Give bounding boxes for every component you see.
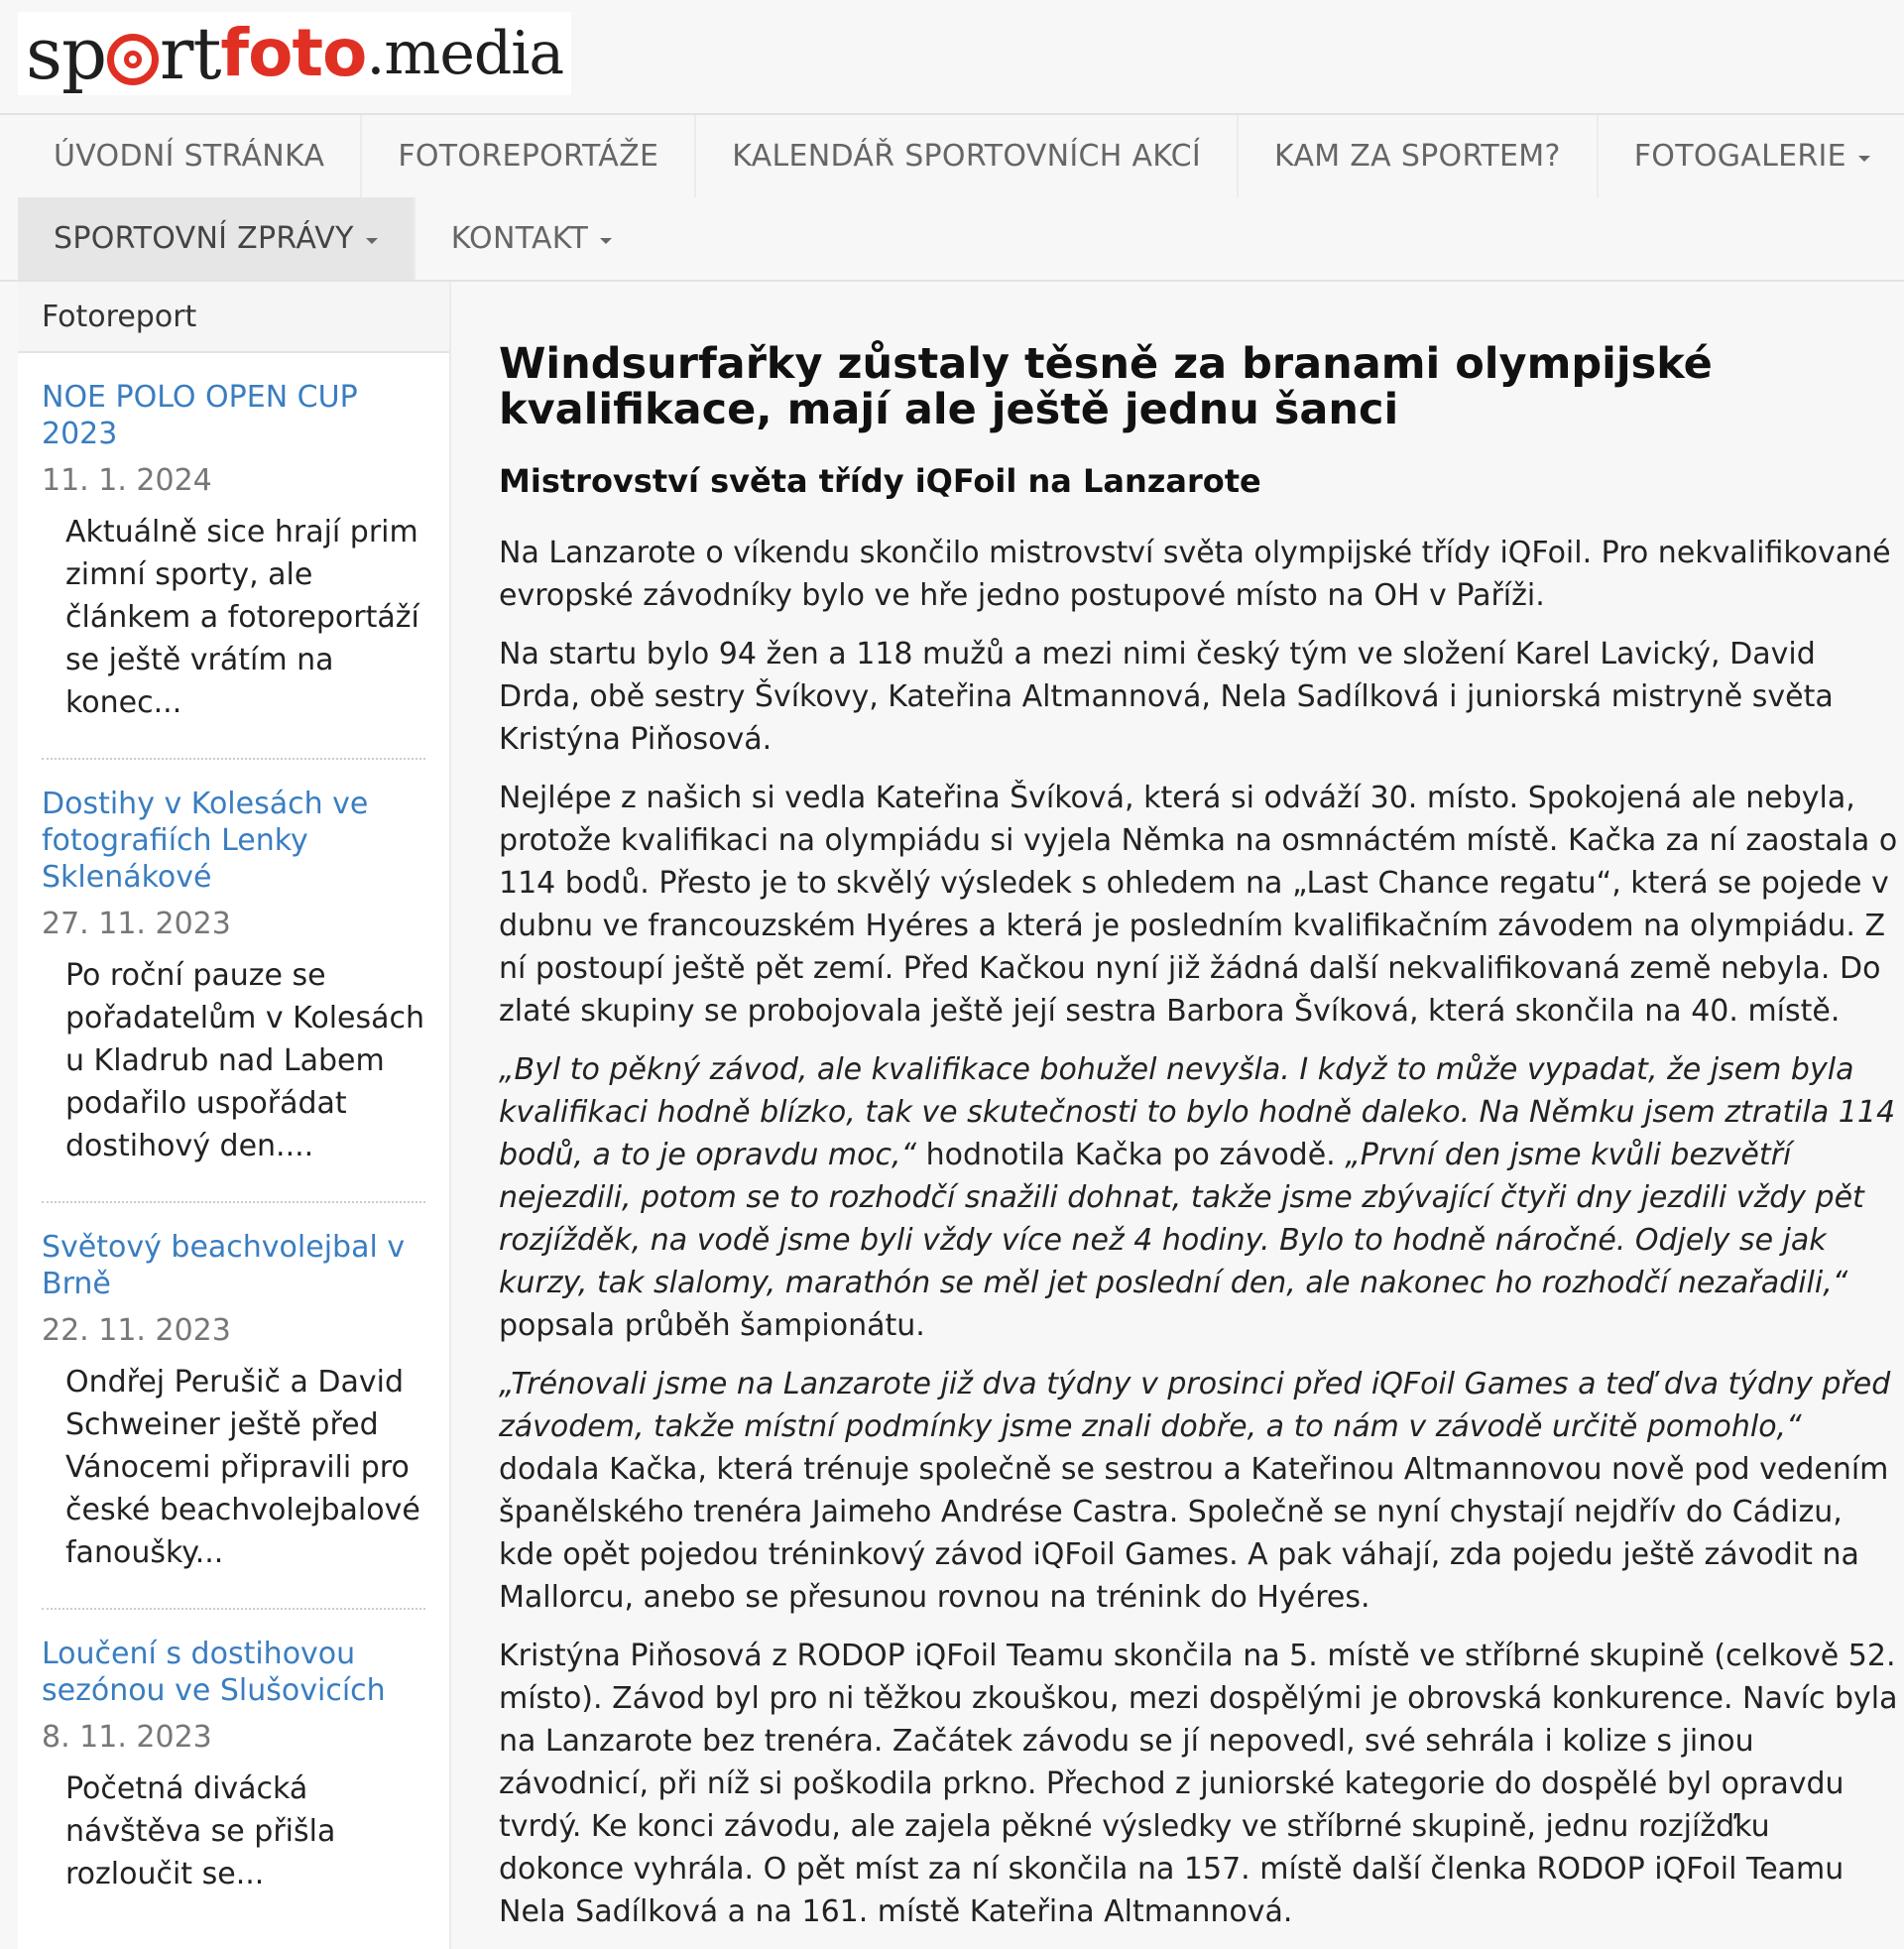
nav-item-sport-news[interactable] <box>18 197 416 280</box>
sidebar-entry-date: 27. 11. 2023 <box>42 907 231 941</box>
article-paragraph: Kristýna Piňosová z RODOP iQFoil Teamu skončila na 5. místě ve stříbrné skupině (celkově 52. místo). Závod byl pro ni těžkou zkouškou, mezi dospělými je obrovská konkurence. Navíc byla na Lanzarote bez trenéra. Začátek závodu se jí nepovedl, své sehrála i kolize s jinou závodnicí, při níž si poškodila prkno. Přechod z juniorské kategorie do dospělé byl opravdu tvrdý. Ke konci závodu, ale zajela pěkné výsledky ve stříbrné skupině, jednu rozjížďku dokonce vyhrála. O pět míst za ní skončila na 157. místě další členka RODOP iQFoil Teamu Nela Sadílková a na 161. místě Kateřina Altmannová. <box>499 1639 1898 1929</box>
nav-item-where-to-sport[interactable] <box>1239 115 1599 197</box>
logo-text-sp: sp <box>26 12 107 95</box>
quote-text: „První den jsme kvůli bezvětří nejezdili, potom se to rozhodčí snažili dohnat, takže jsme zbývající čtyři dny jezdili vždy pět rozjížděk, na vodě jsme byli vždy více než 4 hodiny. Bylo to hodně náročné. Odjely se jak kurzy, tak slalomy, marathón se měl jet poslední den, ale nakonec ho rozhodčí nezařadili,“ <box>499 1138 1864 1300</box>
quote-text: „Trénovali jsme na Lanzarote již dva týdny v prosinci před iQFoil Games a teď dva týdny před závodem, takže místní podmínky jsme znali dobře, a to nám v závodě určitě pomohlo,“ <box>499 1367 1891 1444</box>
main-navigation <box>0 113 1904 282</box>
site-logo[interactable] <box>18 12 571 95</box>
logo-text-rt: rt <box>160 12 221 95</box>
sidebar-entry-title-link[interactable]: Světový beachvolejbal v Brně <box>42 1230 406 1301</box>
article-paragraph: Na Lanzarote o víkendu skončilo mistrovství světa olympijské třídy iQFoil. Pro nekvalifikované evropské závodníky bylo ve hře jedno postupové místo na OH v Paříži. <box>499 536 1891 613</box>
sidebar <box>18 282 451 1949</box>
nav-label: KONTAKT <box>450 221 589 256</box>
sidebar-heading: Fotoreport <box>18 282 449 353</box>
article-subtitle: Mistrovství světa třídy iQFoil na Lanzarote <box>499 462 1261 500</box>
sidebar-entry <box>18 353 449 760</box>
nav-label: SPORTOVNÍ ZPRÁVY <box>54 221 354 256</box>
nav-row-2 <box>18 197 1904 280</box>
nav-item-photoreports[interactable] <box>362 115 696 197</box>
article-paragraph-quote <box>499 1048 1904 1347</box>
sidebar-entry <box>18 760 449 1203</box>
logo-text-media: .media <box>366 19 564 88</box>
paragraph-text: popsala průběh šampionátu. <box>499 1308 925 1343</box>
nav-item-photogallery[interactable] <box>1599 115 1904 197</box>
nav-label: ÚVODNÍ STRÁNKA <box>54 139 325 174</box>
caret-down-icon <box>600 238 612 244</box>
nav-label: FOTOREPORTÁŽE <box>398 139 659 174</box>
article-paragraph: Nejlépe z našich si vedla Kateřina Švíková, která si odváží 30. místo. Spokojená ale nebyla, protože kvalifikaci na olympiádu si vyjela Němka na osmnáctém místě. Kačka za ní zaostala o 114 bodů. Přesto je to skvělý výsledek s ohledem na „Last Chance regatu“, která se pojede v dubnu ve francouzském Hyéres a která je posledním kvalifikačním závodem na olympiádu. Z ní postoupí ještě pět zemí. Před Kačkou nyní již žádná další nekvalifikovaná země nebyla. Do zlaté skupiny se probojovala ještě její sestra Barbora Švíková, která skončila na 40. místě. <box>499 781 1898 1029</box>
article <box>451 282 1904 1949</box>
sidebar-entry-date: 11. 1. 2024 <box>42 463 212 498</box>
nav-item-home[interactable] <box>18 115 362 197</box>
camera-lens-icon <box>107 34 159 85</box>
sidebar-entry <box>18 1610 449 1895</box>
paragraph-text: hodnotila Kačka po závodě. <box>916 1138 1346 1172</box>
article-title: Windsurfařky zůstaly těsně za branami olympijské kvalifikace, mají ale ještě jednu šanci <box>499 339 1713 434</box>
content-area <box>0 282 1904 1949</box>
sidebar-entry <box>18 1203 449 1610</box>
nav-label: FOTOGALERIE <box>1633 139 1846 174</box>
sidebar-entry-date: 22. 11. 2023 <box>42 1313 231 1348</box>
article-paragraph: Na startu bylo 94 žen a 118 mužů a mezi nimi český tým ve složení Karel Lavický, David Drda, obě sestry Švíkovy, Kateřina Altmannová, Nela Sadílková i juniorská mistryně světa Kristýna Piňosová. <box>499 637 1834 757</box>
sidebar-entry-excerpt: Ondřej Perušič a David Schweiner ještě před Vánocemi připravili pro české beachvolejbalové fanoušky... <box>65 1365 420 1570</box>
article-paragraph-quote <box>499 1363 1904 1619</box>
caret-down-icon <box>1858 156 1870 162</box>
nav-label: KAM ZA SPORTEM? <box>1274 139 1561 174</box>
logo-text-foto: foto <box>220 15 367 91</box>
sidebar-entry-title-link[interactable]: NOE POLO OPEN CUP 2023 <box>42 380 358 451</box>
sidebar-entry-title-link[interactable]: Dostihy v Kolesách ve fotografiích Lenky Sklenákové <box>42 787 369 895</box>
quote-text: „Byl to pěkný závod, ale kvalifikace bohužel nevyšla. I když to může vypadat, že jsem byla kvalifikaci hodně blízko, tak ve skutečnosti to bylo hodně daleko. Na Němku jsem ztratila 114 bodů, a to je opravdu moc,“ <box>499 1052 1896 1172</box>
sidebar-entry-excerpt: Aktuálně sice hrají prim zimní sporty, ale článkem a fotoreportáží se ještě vrátím na konec... <box>65 515 419 720</box>
sidebar-entry-excerpt: Po roční pauze se pořadatelům v Kolesách u Kladrub nad Labem podařilo uspořádat dostihový den.... <box>65 958 425 1163</box>
nav-item-calendar[interactable] <box>696 115 1239 197</box>
caret-down-icon <box>366 238 378 244</box>
nav-label: KALENDÁŘ SPORTOVNÍCH AKCÍ <box>732 139 1202 174</box>
sidebar-entry-date: 8. 11. 2023 <box>42 1720 212 1755</box>
nav-item-contact[interactable] <box>416 197 648 280</box>
nav-row-1 <box>18 115 1904 197</box>
site-header <box>0 0 1904 113</box>
sidebar-entry-excerpt: Početná divácká návštěva se přišla rozloučit se... <box>65 1771 336 1891</box>
sidebar-entry-title-link[interactable]: Loučení s dostihovou sezónou ve Slušovicích <box>42 1637 386 1708</box>
paragraph-text: dodala Kačka, která trénuje společně se sestrou a Kateřinou Altmannovou nově pod vedením španělského trenéra Jaimeho Andrése Castra. Společně se nyní chystají nejdřív do Cádizu, kde opět pojedou tréninkový závod iQFoil Games. A pak váhají, zda pojedu ještě závodit na Mallorcu, anebo se přesunou rovnou na trénink do Hyéres. <box>499 1452 1889 1615</box>
